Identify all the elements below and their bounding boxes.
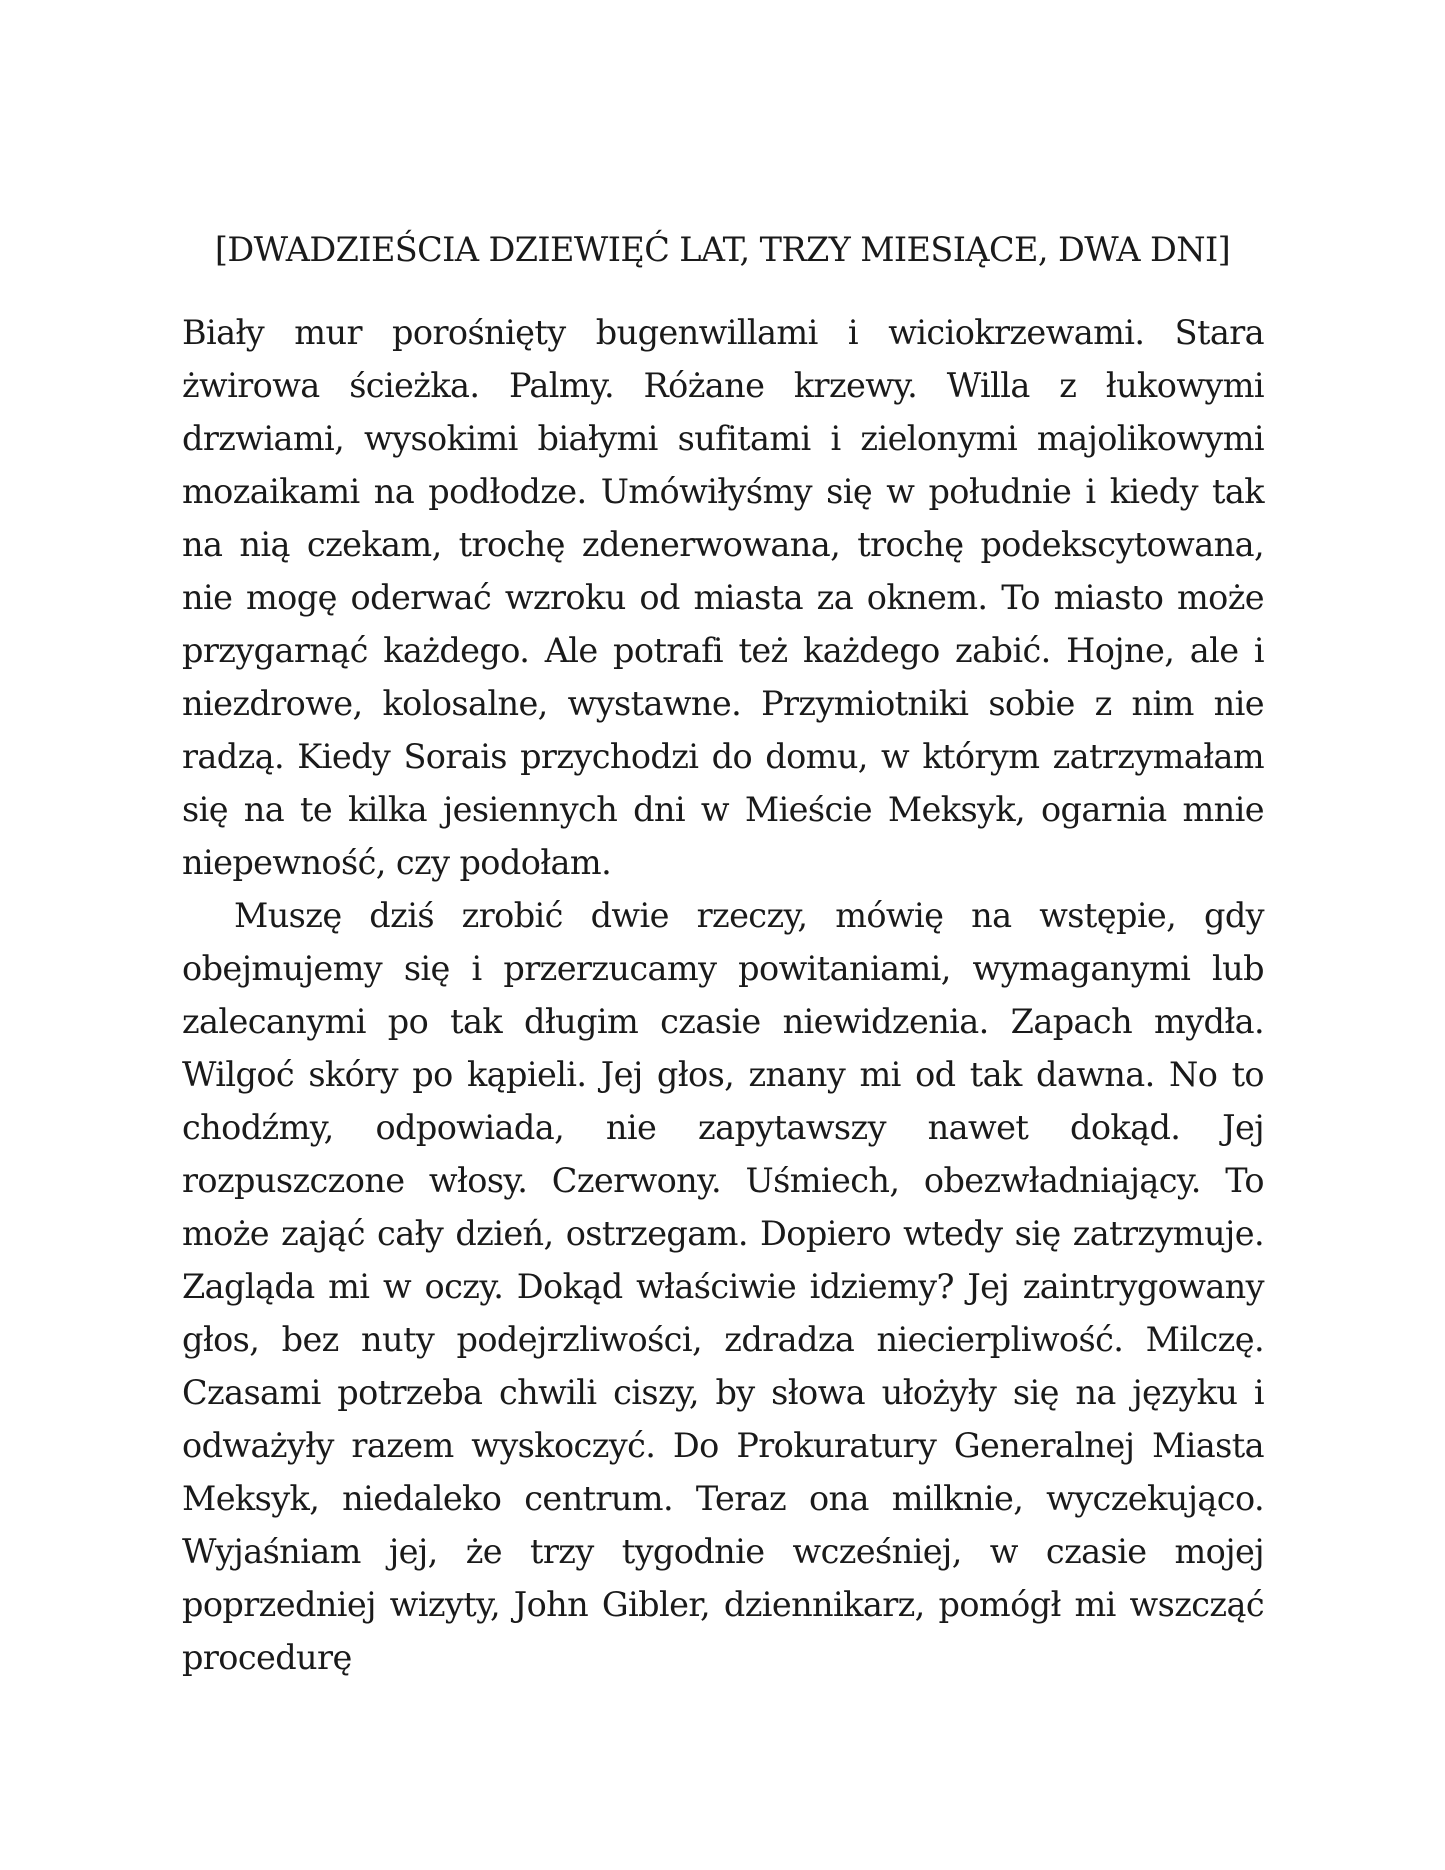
body-text xyxy=(182,306,1264,1684)
paragraph-2: Muszę dziś zrobić dwie rzeczy, mówię na wstępie, gdy obejmujemy się i przerzucamy powitaniami, wymaganymi lub zalecanymi po tak długim czasie niewidzenia. Zapach mydła. Wilgoć skóry po kąpieli. Jej głos, znany mi od tak dawna. No to chodźmy, odpowiada, nie zapytawszy nawet dokąd. Jej rozpuszczone włosy. Czerwony. Uśmiech, obezwładniający. To może zająć cały dzień, ostrzegam. Dopiero wtedy się zatrzymuje. Zagląda mi w oczy. Dokąd właściwie idziemy? Jej zaintrygowany głos, bez nuty podejrzliwości, zdradza niecierpliwość. Milczę. Czasami potrzeba chwili ciszy, by słowa ułożyły się na języku i odważyły razem wyskoczyć. Do Prokuratury Generalnej Miasta Meksyk, niedaleko centrum. Teraz ona milknie, wyczekująco. Wyjaśniam jej, że trzy tygodnie wcześniej, w czasie mojej poprzedniej wizyty, John Gibler, dziennikarz, pomógł mi wszcząć procedurę xyxy=(182,896,1264,1677)
paragraph-1: Biały mur porośnięty bugenwillami i wiciokrzewami. Stara żwirowa ścieżka. Palmy. Różane krzewy. Willa z łukowymi drzwiami, wysokimi białymi sufitami i zielonymi majolikowymi mozaikami na podłodze. Umówiłyśmy się w południe i kiedy tak na nią czekam, trochę zdenerwowana, trochę podekscytowana, nie mogę oderwać wzroku od miasta za oknem. To miasto może przygarnąć każdego. Ale potrafi też każdego zabić. Hojne, ale i niezdrowe, kolosalne, wystawne. Przymiotniki sobie z nim nie radzą. Kiedy Sorais przychodzi do domu, w którym zatrzymałam się na te kilka jesiennych dni w Mieście Meksyk, ogarnia mnie niepewność, czy podołam. xyxy=(182,313,1264,882)
chapter-heading: [DWADZIEŚCIA DZIEWIĘĆ LAT, TRZY MIESIĄCE, DWA DNI] xyxy=(214,230,1231,269)
